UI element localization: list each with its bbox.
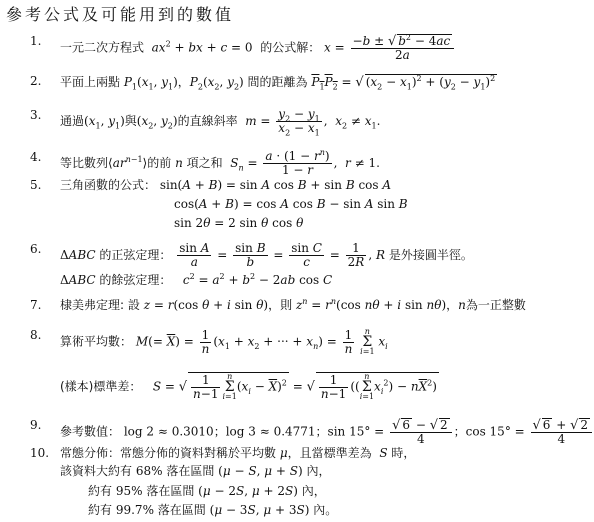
slope-formula: $\frac{y_2 - y_1}{x_2 - x_1}$ bbox=[278, 107, 320, 138]
item-number: 1. bbox=[30, 34, 42, 48]
quadratic-formula: $\frac{-b \pm √ b^2 - 4ac}{2a}$ bbox=[351, 34, 455, 62]
page-title: 參考公式及可能用到的數值 bbox=[6, 5, 235, 24]
geometric-sum-formula: $\frac{a \cdot (1 - r^n)}{1 - r}$ bbox=[265, 148, 330, 177]
